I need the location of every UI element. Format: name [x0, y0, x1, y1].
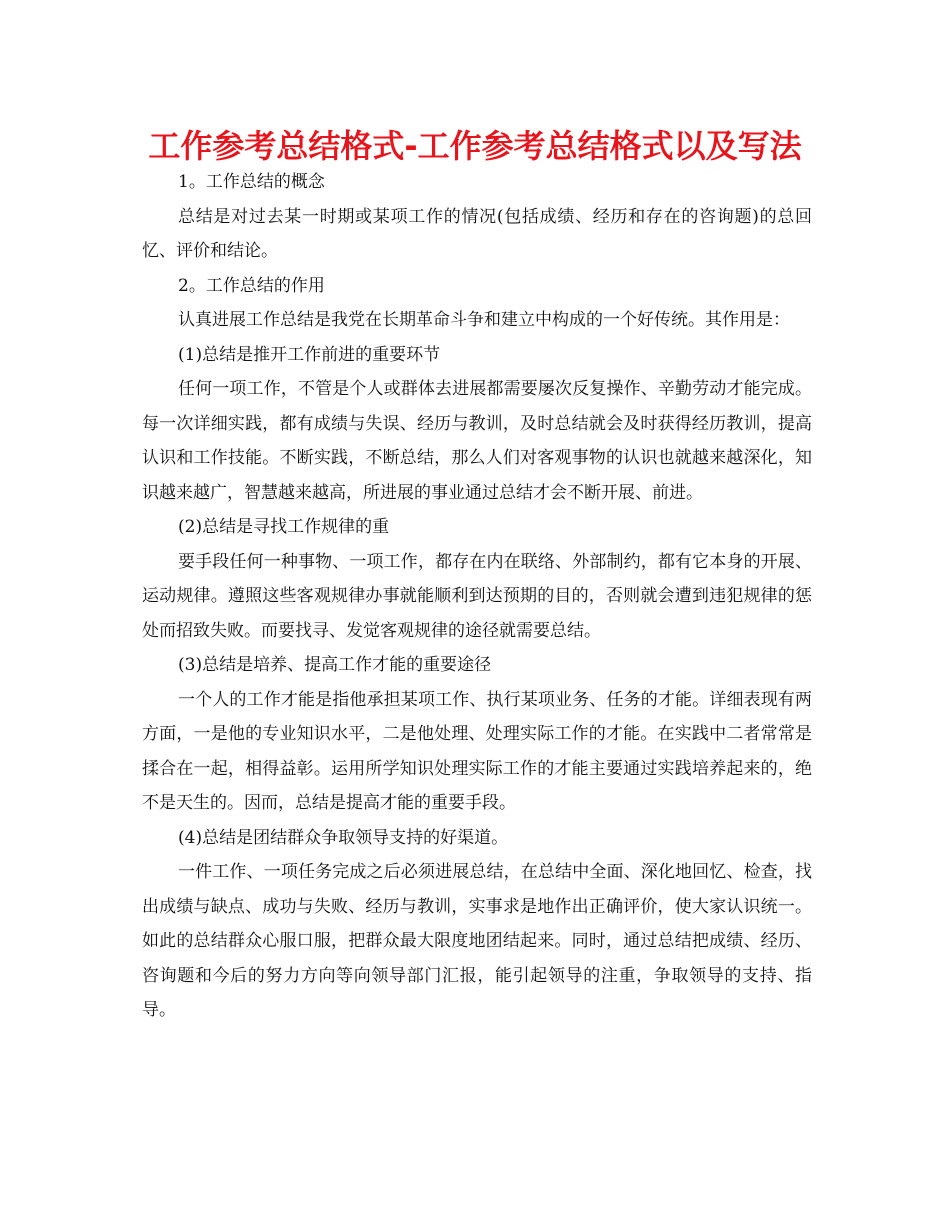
- document-title: 工作参考总结格式-工作参考总结格式以及写法: [148, 127, 802, 165]
- subheading-2: (2)总结是寻找工作规律的重: [178, 517, 390, 537]
- paragraph-role-intro: 认真进展工作总结是我党在长期革命斗争和建立中构成的一个好传统。其作用是：: [178, 310, 790, 330]
- subheading-4: (4)总结是团结群众争取领导支持的好渠道。: [178, 827, 509, 848]
- subheading-1: (1)总结是推开工作前进的重要环节: [178, 344, 441, 365]
- subheading-3: (3)总结是培养、提高工作才能的重要途径: [178, 655, 492, 675]
- paragraph-concept: 总结是对过去某一时期或某项工作的情况(包括成绩、经历和存在的咨询题)的总回忆、评价和结论。: [142, 206, 812, 261]
- paragraph-1: 任何一项工作，不管是个人或群体去进展都需要屡次反复操作、辛勤劳动才能完成。每一次详细实践，都有成绩与失误、经历与教训，及时总结就会及时获得经历教训，提高认识和工作技能。不断实践，不断总结，那么人们对客观事物的认识也就越来越深化，知识越来越广，智慧越来越高，所进展的事业通过总结才会不断开展、前进。: [142, 379, 812, 503]
- document-body: [142, 165, 812, 1028]
- heading-role: 2。工作总结的作用: [178, 275, 325, 296]
- paragraph-4: 一件工作、一项任务完成之后必须进展总结，在总结中全面、深化地回忆、检查，找出成绩与缺点、成功与失败、经历与教训，实事求是地作出正确评价，使大家认识统一。如此的总结群众心服口服，把群众最大限度地团结起来。同时，通过总结把成绩、经历、咨询题和今后的努力方向等向领导部门汇报，能引起领导的注重，争取领导的支持、指导。: [142, 862, 812, 1020]
- paragraph-3: 一个人的工作才能是指他承担某项工作、执行某项业务、任务的才能。详细表现有两方面，一是他的专业知识水平，二是他处理、处理实际工作的才能。在实践中二者常常是揉合在一起，相得益彰。运用所学知识处理实际工作的才能主要通过实践培养起来的，绝不是天生的。因而，总结是提高才能的重要手段。: [142, 689, 812, 813]
- heading-concept: 1。工作总结的概念: [178, 172, 325, 192]
- paragraph-2: 要手段任何一种事物、一项工作，都存在内在联络、外部制约，都有它本身的开展、运动规律。遵照这些客观规律办事就能顺利到达预期的目的，否则就会遭到违犯规律的惩处而招致失败。而要找寻、发觉客观规律的途径就需要总结。: [142, 551, 812, 641]
